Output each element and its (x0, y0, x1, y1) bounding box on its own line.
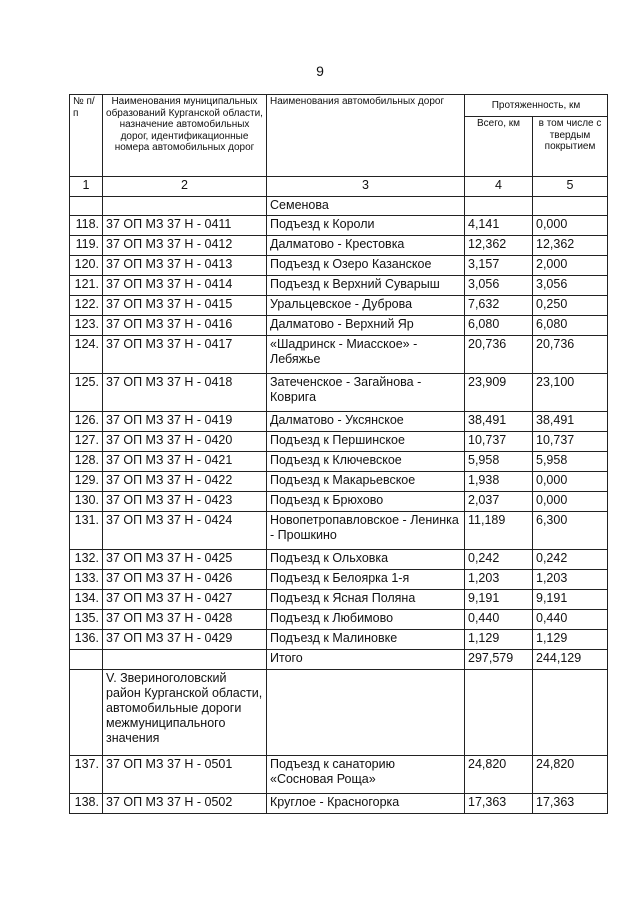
road-id: 37 ОП МЗ 37 Н - 0419 (103, 412, 267, 432)
length-hard-surface: 38,491 (533, 412, 608, 432)
total-hard-surface: 244,129 (533, 650, 608, 670)
table-row (70, 550, 608, 570)
header-number: № п/п (70, 95, 103, 177)
road-id: 37 ОП МЗ 37 Н - 0427 (103, 590, 267, 610)
length-hard-surface: 0,440 (533, 610, 608, 630)
header-municipality: Наименования муниципальных образований Курганской области, назначение автомобильных дорог, идентификационные номера автомобильных дорог (103, 95, 267, 177)
table-row (70, 472, 608, 492)
table-row (70, 570, 608, 590)
length-hard-surface: 1,129 (533, 630, 608, 650)
header-road-name: Наименования автомобильных дорог (267, 95, 465, 177)
continuation-row (70, 197, 608, 216)
table-row (70, 630, 608, 650)
row-number: 119. (70, 236, 103, 256)
length-hard-surface: 0,250 (533, 296, 608, 316)
road-id: 37 ОП МЗ 37 Н - 0417 (103, 336, 267, 374)
road-name: Подъезд к Белоярка 1-я (267, 570, 465, 590)
length-total: 1,938 (465, 472, 533, 492)
length-total: 38,491 (465, 412, 533, 432)
road-name: Подъезд к Короли (267, 216, 465, 236)
road-name: Подъезд к Першинское (267, 432, 465, 452)
continuation-name: Семенова (267, 197, 465, 216)
length-hard-surface: 0,000 (533, 216, 608, 236)
column-number: 5 (533, 177, 608, 197)
row-number: 123. (70, 316, 103, 336)
length-hard-surface: 24,820 (533, 756, 608, 794)
length-total: 3,056 (465, 276, 533, 296)
road-name: Новопетропавловское - Ленинка - Прошкино (267, 512, 465, 550)
header-row (70, 95, 608, 117)
road-id: 37 ОП МЗ 37 Н - 0415 (103, 296, 267, 316)
length-total: 3,157 (465, 256, 533, 276)
row-number: 133. (70, 570, 103, 590)
length-hard-surface: 6,080 (533, 316, 608, 336)
table-row (70, 236, 608, 256)
road-name: Далматово - Уксянское (267, 412, 465, 432)
length-hard-surface: 5,958 (533, 452, 608, 472)
length-total: 6,080 (465, 316, 533, 336)
length-hard-surface: 20,736 (533, 336, 608, 374)
row-number: 138. (70, 794, 103, 814)
length-total: 1,129 (465, 630, 533, 650)
road-name: Подъезд к Макарьевское (267, 472, 465, 492)
section-title: V. Звериноголовский район Курганской области, автомобильные дороги межмуниципального значения (103, 670, 267, 756)
road-id: 37 ОП МЗ 37 Н - 0428 (103, 610, 267, 630)
road-id: 37 ОП МЗ 37 Н - 0416 (103, 316, 267, 336)
total-row (70, 650, 608, 670)
length-total: 9,191 (465, 590, 533, 610)
table-row (70, 316, 608, 336)
table-row (70, 276, 608, 296)
length-total: 24,820 (465, 756, 533, 794)
table-body (70, 197, 608, 650)
road-name: Подъезд к Ольховка (267, 550, 465, 570)
header-hard-surface: в том числе с твердым покрытием (533, 117, 608, 177)
length-hard-surface: 17,363 (533, 794, 608, 814)
table-row (70, 216, 608, 236)
length-total: 4,141 (465, 216, 533, 236)
length-total: 11,189 (465, 512, 533, 550)
row-number: 130. (70, 492, 103, 512)
road-name: Далматово - Крестовка (267, 236, 465, 256)
road-id: 37 ОП МЗ 37 Н - 0412 (103, 236, 267, 256)
road-id: 37 ОП МЗ 37 Н - 0501 (103, 756, 267, 794)
table-row (70, 492, 608, 512)
row-number: 120. (70, 256, 103, 276)
table-row (70, 336, 608, 374)
length-total: 7,632 (465, 296, 533, 316)
row-number: 127. (70, 432, 103, 452)
column-number-row (70, 177, 608, 197)
section-row (70, 670, 608, 756)
table-body-section (70, 756, 608, 814)
length-total: 20,736 (465, 336, 533, 374)
road-name: Подъезд к Ясная Поляна (267, 590, 465, 610)
row-number: 122. (70, 296, 103, 316)
row-number: 129. (70, 472, 103, 492)
table-row (70, 432, 608, 452)
page-number: 9 (316, 63, 324, 79)
table-row (70, 256, 608, 276)
length-hard-surface: 1,203 (533, 570, 608, 590)
road-id: 37 ОП МЗ 37 Н - 0502 (103, 794, 267, 814)
length-total: 12,362 (465, 236, 533, 256)
row-number: 128. (70, 452, 103, 472)
length-total: 10,737 (465, 432, 533, 452)
length-total: 5,958 (465, 452, 533, 472)
road-name: Затеченское - Загайнова - Коврига (267, 374, 465, 412)
road-id: 37 ОП МЗ 37 Н - 0422 (103, 472, 267, 492)
row-number: 134. (70, 590, 103, 610)
road-name: Круглое - Красногорка (267, 794, 465, 814)
road-id: 37 ОП МЗ 37 Н - 0413 (103, 256, 267, 276)
length-total: 17,363 (465, 794, 533, 814)
road-id: 37 ОП МЗ 37 Н - 0425 (103, 550, 267, 570)
header-total-length: Всего, км (465, 117, 533, 177)
road-id: 37 ОП МЗ 37 Н - 0423 (103, 492, 267, 512)
table-row (70, 374, 608, 412)
length-hard-surface: 0,000 (533, 492, 608, 512)
table-row (70, 756, 608, 794)
row-number: 125. (70, 374, 103, 412)
road-id: 37 ОП МЗ 37 Н - 0424 (103, 512, 267, 550)
road-id: 37 ОП МЗ 37 Н - 0411 (103, 216, 267, 236)
road-id: 37 ОП МЗ 37 Н - 0421 (103, 452, 267, 472)
column-number: 4 (465, 177, 533, 197)
table-row (70, 610, 608, 630)
length-total: 23,909 (465, 374, 533, 412)
road-name: «Шадринск - Миасское» - Лебяжье (267, 336, 465, 374)
length-hard-surface: 2,000 (533, 256, 608, 276)
length-total: 0,440 (465, 610, 533, 630)
table-row (70, 794, 608, 814)
column-number: 2 (103, 177, 267, 197)
row-number: 137. (70, 756, 103, 794)
total-label: Итого (267, 650, 465, 670)
row-number: 118. (70, 216, 103, 236)
length-hard-surface: 0,000 (533, 472, 608, 492)
length-hard-surface: 12,362 (533, 236, 608, 256)
road-id: 37 ОП МЗ 37 Н - 0429 (103, 630, 267, 650)
road-name: Подъезд к Любимово (267, 610, 465, 630)
total-length: 297,579 (465, 650, 533, 670)
table-row (70, 590, 608, 610)
row-number: 121. (70, 276, 103, 296)
row-number: 124. (70, 336, 103, 374)
road-name: Подъезд к Верхний Суварыш (267, 276, 465, 296)
road-id: 37 ОП МЗ 37 Н - 0420 (103, 432, 267, 452)
length-total: 1,203 (465, 570, 533, 590)
road-name: Уральцевское - Дуброва (267, 296, 465, 316)
road-id: 37 ОП МЗ 37 Н - 0426 (103, 570, 267, 590)
length-hard-surface: 3,056 (533, 276, 608, 296)
length-hard-surface: 9,191 (533, 590, 608, 610)
road-id: 37 ОП МЗ 37 Н - 0414 (103, 276, 267, 296)
length-hard-surface: 23,100 (533, 374, 608, 412)
column-number: 3 (267, 177, 465, 197)
row-number: 135. (70, 610, 103, 630)
column-number: 1 (70, 177, 103, 197)
table-row (70, 512, 608, 550)
roads-table (69, 94, 608, 814)
total-body (70, 650, 608, 756)
length-total: 0,242 (465, 550, 533, 570)
length-hard-surface: 10,737 (533, 432, 608, 452)
road-name: Подъезд к Ключевское (267, 452, 465, 472)
road-name: Подъезд к Малиновке (267, 630, 465, 650)
length-hard-surface: 6,300 (533, 512, 608, 550)
road-name: Подъезд к Брюхово (267, 492, 465, 512)
road-id: 37 ОП МЗ 37 Н - 0418 (103, 374, 267, 412)
table-row (70, 452, 608, 472)
row-number: 136. (70, 630, 103, 650)
row-number: 131. (70, 512, 103, 550)
table-row (70, 412, 608, 432)
road-name: Подъезд к Озеро Казанское (267, 256, 465, 276)
length-total: 2,037 (465, 492, 533, 512)
table-row (70, 296, 608, 316)
header-length-group: Протяженность, км (465, 95, 608, 117)
length-hard-surface: 0,242 (533, 550, 608, 570)
row-number: 126. (70, 412, 103, 432)
road-name: Далматово - Верхний Яр (267, 316, 465, 336)
row-number: 132. (70, 550, 103, 570)
road-name: Подъезд к санаторию «Сосновая Роща» (267, 756, 465, 794)
